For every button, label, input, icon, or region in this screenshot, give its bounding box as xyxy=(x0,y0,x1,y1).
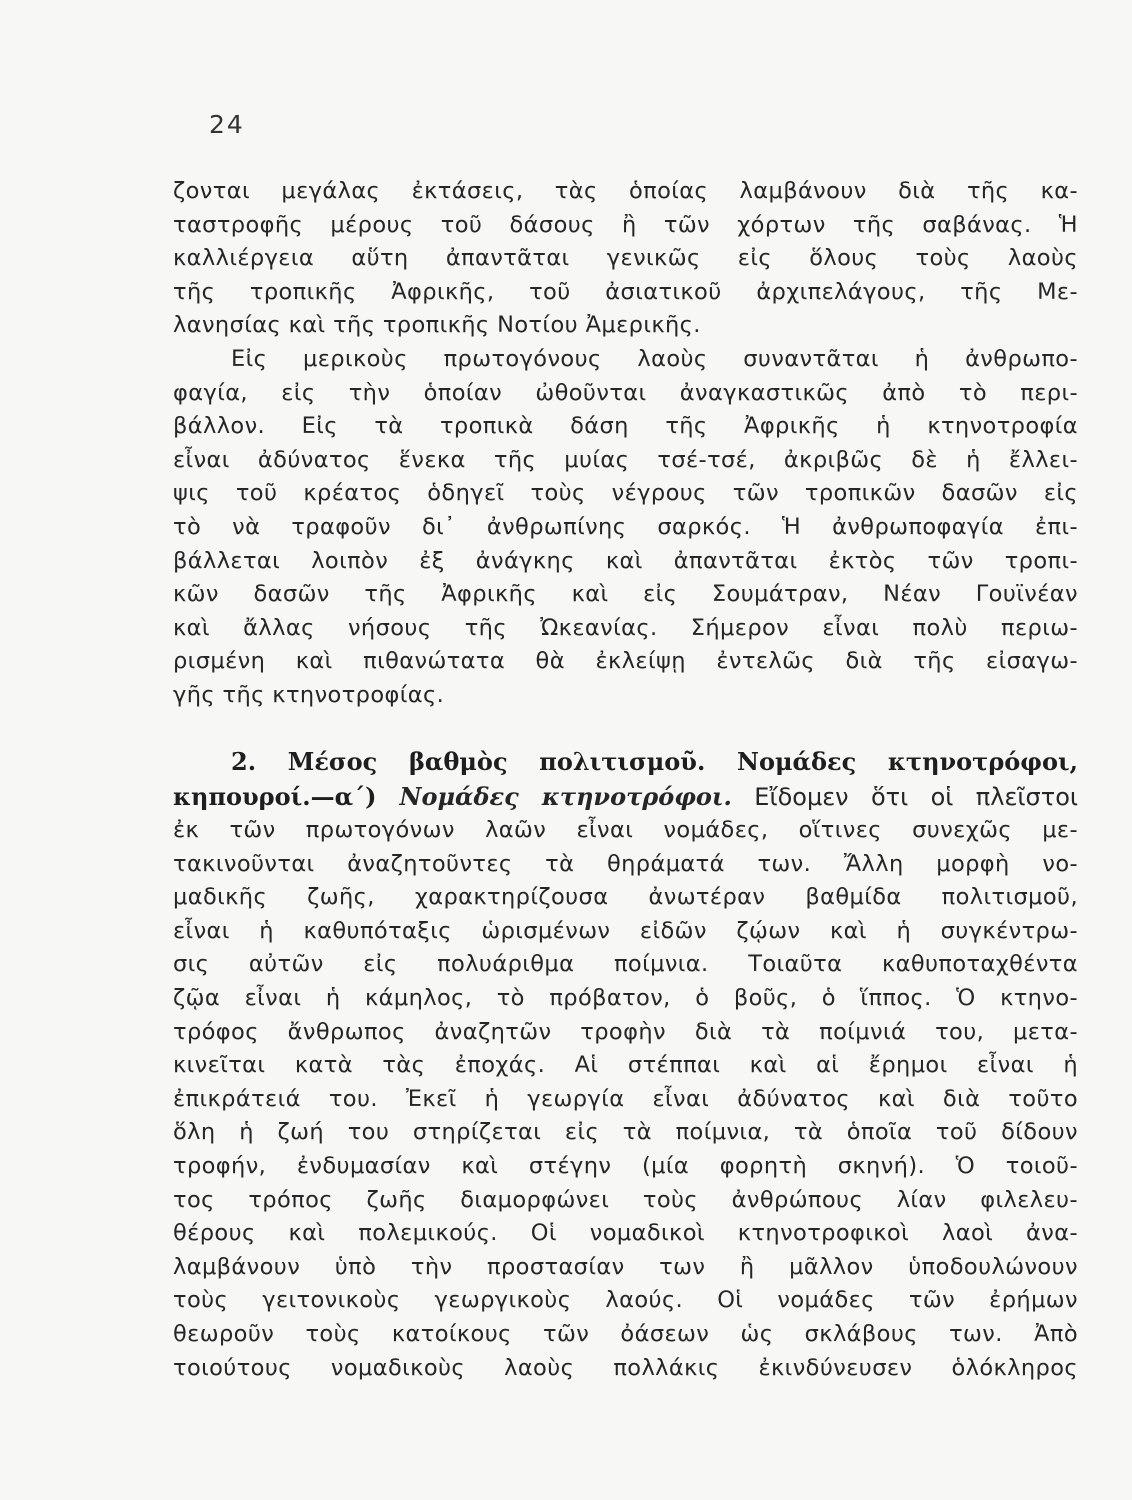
text-line: ἐκ τῶν πρωτογόνων λαῶν εἶναι νομάδες, οἵτινες συνεχῶς με- xyxy=(173,817,1078,843)
text-line: εἶναι ἡ καθυπόταξις ὡρισμένων εἰδῶν ζῴων καὶ ἡ συγκέντρω- xyxy=(173,917,1078,944)
text-line: ταστροφῆς μέρους τοῦ δάσους ἢ τῶν χόρτων τῆς σαβάνας. Ἡ xyxy=(173,211,1078,238)
text-line: τοὺς γειτονικοὺς γεωργικοὺς λαούς. Οἱ νομάδες τῶν ἐρήμων xyxy=(173,1287,1078,1314)
text-line: ζῷα εἶναι ἡ κάμηλος, τὸ πρόβατον, ὁ βοῦς, ὁ ἵππος. Ὁ κτηνο- xyxy=(173,984,1078,1011)
text-line: λαμβάνουν ὑπὸ τὴν προστασίαν των ἢ μᾶλλον ὑποδουλώνουν xyxy=(173,1253,1078,1280)
text-line: τος τρόπος ζωῆς διαμορφώνει τοὺς ἀνθρώπους λίαν φιλελευ- xyxy=(173,1186,1078,1213)
text-line: τῆς τροπικῆς Ἀφρικῆς, τοῦ ἀσιατικοῦ ἀρχιπελάγους, τῆς Με- xyxy=(173,278,1078,305)
text-line: ἐπικράτειά του. Ἐκεῖ ἡ γεωργία εἶναι ἀδύνατος καὶ διὰ τοῦτο xyxy=(173,1085,1078,1112)
text-line: τρόφος ἄνθρωπος ἀναζητῶν τροφὴν διὰ τὰ ποίμνιά του, μετα- xyxy=(173,1018,1078,1045)
text-line: κινεῖται κατὰ τὰς ἐποχάς. Αἱ στέππαι καὶ αἱ ἔρημοι εἶναι ἡ xyxy=(173,1052,1078,1079)
section-heading-continuation xyxy=(173,779,1078,814)
text-line: ψις τοῦ κρέατος ὁδηγεῖ τοὺς νέγρους τῶν τροπικῶν δασῶν εἰς xyxy=(173,480,1078,507)
text-line: τακινοῦνται ἀναζητοῦντες τὰ θηράματά των. Ἄλλη μορφὴ νο- xyxy=(173,850,1078,877)
page-number: 24 xyxy=(209,110,245,139)
section-heading-end: κηπουροί.—α΄) xyxy=(173,782,400,811)
text-line: ὅλη ἡ ζωή του στηρίζεται εἰς τὰ ποίμνια, τὰ ὁποῖα τοῦ δίδουν xyxy=(173,1119,1078,1146)
text-line: μαδικῆς ζωῆς, χαρακτηρίζουσα ἀνωτέραν βαθμίδα πολιτισμοῦ, xyxy=(173,884,1078,911)
paragraph-start: Εἴδομεν ὅτι οἱ πλεῖστοι xyxy=(731,783,1079,811)
text-line: καὶ ἄλλας νήσους τῆς Ὠκεανίας. Σήμερον εἶναι πολὺ περιω- xyxy=(173,614,1078,641)
text-line: σις αὐτῶν εἰς πολυάριθμα ποίμνια. Τοιαῦτα καθυποταχθέντα xyxy=(173,951,1078,978)
text-line: τὸ νὰ τραφοῦν δι᾽ ἀνθρωπίνης σαρκός. Ἡ ἀνθρωποφαγία ἐπι- xyxy=(173,513,1078,540)
text-line: βάλλον. Εἰς τὰ τροπικὰ δάση τῆς Ἀφρικῆς ἡ κτηνοτροφία xyxy=(173,413,1078,440)
text-line: βάλλεται λοιπὸν ἐξ ἀνάγκης καὶ ἀπαντᾶται ἐκτὸς τῶν τροπι- xyxy=(173,547,1078,574)
text-line: θέρους καὶ πολεμικούς. Οἱ νομαδικοὶ κτηνοτροφικοὶ λαοὶ ἀνα- xyxy=(173,1220,1078,1247)
text-line: Εἰς μερικοὺς πρωτογόνους λαοὺς συναντᾶται ἡ ἀνθρωπο- xyxy=(231,345,1078,372)
text-line: ρισμένη καὶ πιθανώτατα θὰ ἐκλείψῃ ἐντελῶς διὰ τῆς εἰσαγω- xyxy=(173,648,1078,675)
text-line: ζονται μεγάλας ἐκτάσεις, τὰς ὁποίας λαμβάνουν διὰ τῆς κα- xyxy=(173,178,1078,204)
text-line: τροφήν, ἐνδυμασίαν καὶ στέγην (μία φορητὴ σκηνή). Ὁ τοιοῦ- xyxy=(173,1152,1078,1179)
text-line: θεωροῦν τοὺς κατοίκους τῶν ὀάσεων ὡς σκλάβους των. Ἀπὸ xyxy=(173,1320,1078,1347)
paragraph-block-2 xyxy=(173,744,1078,1385)
section-heading: 2. Μέσος βαθμὸς πολιτισμοῦ. Νομάδες κτηνοτρόφοι, xyxy=(231,747,1078,776)
text-line: λανησίας καὶ τῆς τροπικῆς Νοτίου Ἀμερικῆς. xyxy=(173,312,701,339)
text-line: κῶν δασῶν τῆς Ἀφρικῆς καὶ εἰς Σουμάτραν, Νέαν Γουϊνέαν xyxy=(173,581,1078,608)
text-line: εἶναι ἀδύνατος ἕνεκα τῆς μυίας τσέ-τσέ, ἀκριβῶς δὲ ἡ ἔλλει- xyxy=(173,446,1078,473)
text-line: φαγία, εἰς τὴν ὁποίαν ὠθοῦνται ἀναγκαστικῶς ἀπὸ τὸ περι- xyxy=(173,379,1078,406)
subsection-heading: Νομάδες κτηνοτρόφοι. xyxy=(399,782,732,811)
text-line: τοιούτους νομαδικοὺς λαοὺς πολλάκις ἐκινδύνευσεν ὁλόκληρος xyxy=(173,1354,1078,1381)
text-line: γῆς τῆς κτηνοτροφίας. xyxy=(173,681,445,708)
paragraph-block-1 xyxy=(173,175,1078,713)
text-line: καλλιέργεια αὕτη ἀπαντᾶται γενικῶς εἰς ὅλους τοὺς λαοὺς xyxy=(173,245,1078,272)
